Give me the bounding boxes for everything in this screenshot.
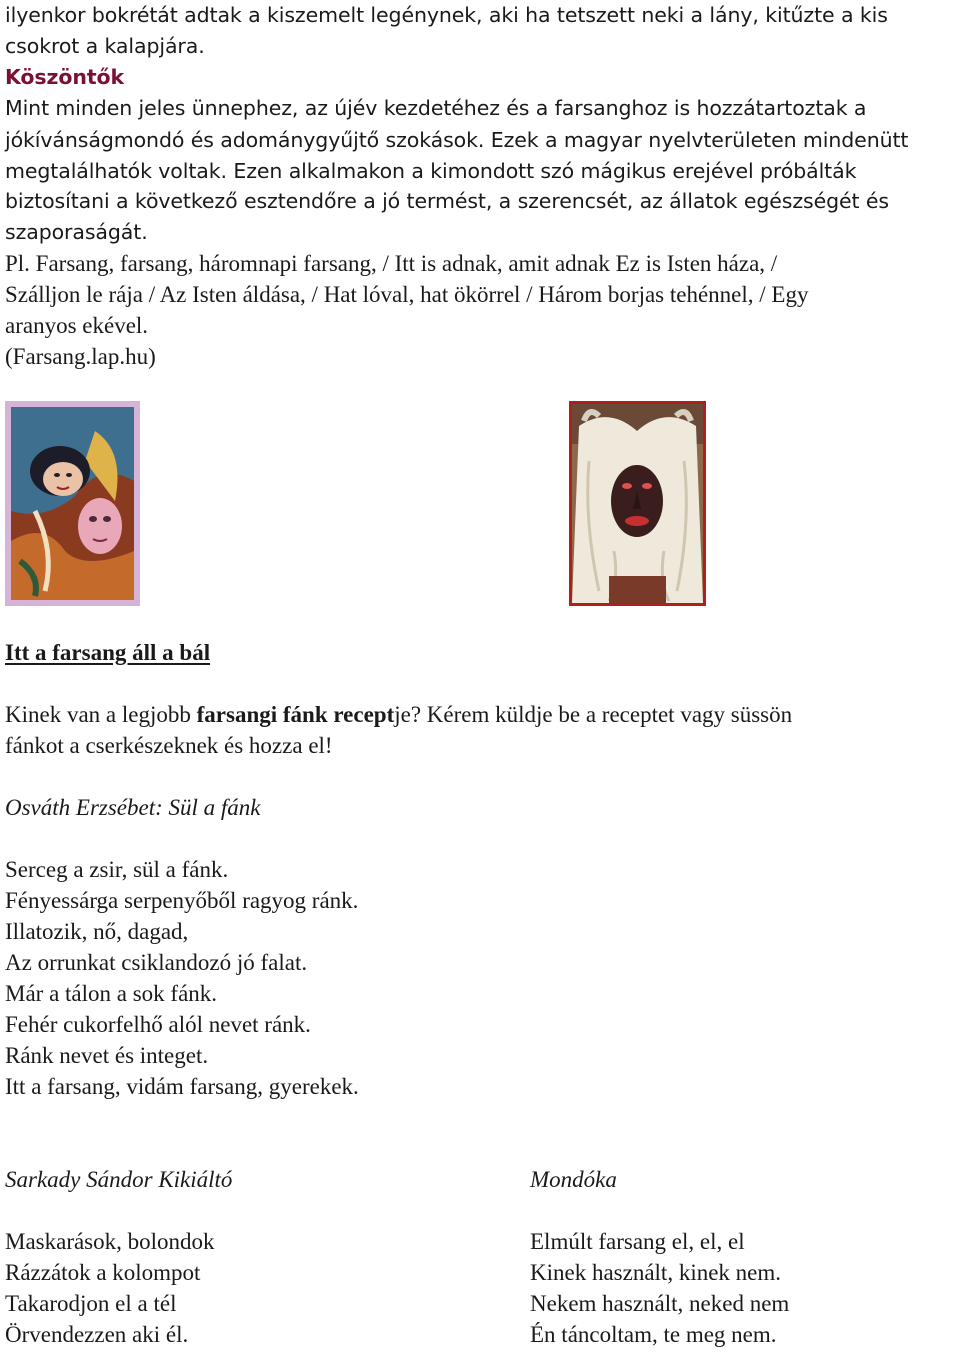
poem-sul-a-fank [5, 792, 956, 823]
poem-kikialto [5, 1164, 505, 1350]
paragraph-line [5, 699, 956, 730]
poem-title: Sarkady Sándor Kikiáltó [5, 1167, 233, 1192]
carnival-masks-image [5, 401, 140, 606]
poem-line: Fényessárga serpenyőből ragyog ránk. [5, 888, 359, 913]
example-line: Szálljon le rája / Az Isten áldása, / Hat lóval, hat ökörrel / Három borjas tehénnel, / Egy [5, 282, 809, 307]
carnival-masks-picture [5, 401, 140, 606]
intro-line: csokrot a kalapjára. [5, 34, 205, 58]
example-line: aranyos ekével. [5, 313, 149, 338]
poem-line: Illatozik, nő, dagad, [5, 919, 189, 944]
poem-line: Kinek használt, kinek nem. [530, 1260, 782, 1285]
paragraph-fragment: Ezen alkalmakon a kimondott szó mágikus erejével próbálták [226, 159, 857, 183]
poem-title: Mondóka [530, 1167, 617, 1192]
poem-spacer [530, 1195, 950, 1226]
paragraph-line [5, 155, 956, 186]
poem-sul-a-fank-lines [5, 854, 956, 1102]
poem-spacer [5, 1195, 505, 1226]
poem-title: Osváth Erzsébet: Sül a fánk [5, 795, 261, 820]
bal-section [5, 637, 956, 668]
poem-line: Maskarások, bolondok [5, 1229, 215, 1254]
bal-paragraph [5, 699, 956, 761]
section-title: Köszöntők [5, 65, 125, 89]
poem-line: Elmúlt farsang el, el, el [530, 1229, 745, 1254]
koszontok-section [5, 62, 956, 372]
paragraph-line [5, 124, 956, 155]
paragraph-fragment: jókívánságmondó és adománygyűjtő szokások. [5, 128, 485, 152]
poem-mondoka [530, 1164, 950, 1350]
paragraph-line: szaporaságát. [5, 220, 148, 244]
paragraph-line: biztosítani a következő esztendőre a jó termést, a szerencsét, az állatok egészségét és [5, 189, 890, 213]
poem-line: Ránk nevet és integet. [5, 1043, 209, 1068]
poem-line: Az orrunkat csiklandozó jó falat. [5, 950, 308, 975]
intro-paragraph [5, 0, 956, 62]
example-line: Pl. Farsang, farsang, háromnapi farsang, / Itt is adnak, amit adnak Ez is Isten háza, / [5, 251, 778, 276]
section-title: Itt a farsang áll a bál [5, 640, 211, 665]
busojaras-mask-image [569, 401, 706, 606]
poem-line: Rázzátok a kolompot [5, 1260, 201, 1285]
poem-line: Takarodjon el a tél [5, 1291, 177, 1316]
poem-line: Már a tálon a sok fánk. [5, 981, 218, 1006]
intro-line: ilyenkor bokrétát adtak a kiszemelt legénynek, aki ha tetszett neki a lány, kitűzte a kis [5, 3, 888, 27]
source-citation: (Farsang.lap.hu) [5, 344, 156, 369]
poem-line: Én táncoltam, te meg nem. [530, 1322, 777, 1347]
poem-line: Itt a farsang, vidám farsang, gyerekek. [5, 1074, 359, 1099]
paragraph-line: Mint minden jeles ünnephez, az újév kezdetéhez és a farsanghoz is hozzátartoztak a [5, 96, 867, 120]
poem-line: Serceg a zsir, sül a fánk. [5, 857, 229, 882]
busojaras-mask-picture [569, 401, 706, 606]
paragraph-fragment: Ezek a magyar nyelvterületen mindenütt [484, 128, 909, 152]
poem-line: Fehér cukorfelhő alól nevet ránk. [5, 1012, 311, 1037]
paragraph-bold-fragment: farsangi fánk recept [196, 702, 395, 727]
paragraph-line: fánkot a cserkészeknek és hozza el! [5, 733, 333, 758]
poem-line: Örvendezzen aki él. [5, 1322, 189, 1347]
paragraph-fragment: je? Kérem küldje be a receptet vagy süssön [394, 702, 793, 727]
poem-line: Nekem használt, neked nem [530, 1291, 790, 1316]
paragraph-fragment: Kinek van a legjobb [5, 702, 197, 727]
paragraph-fragment: megtalálhatók voltak. [5, 159, 227, 183]
